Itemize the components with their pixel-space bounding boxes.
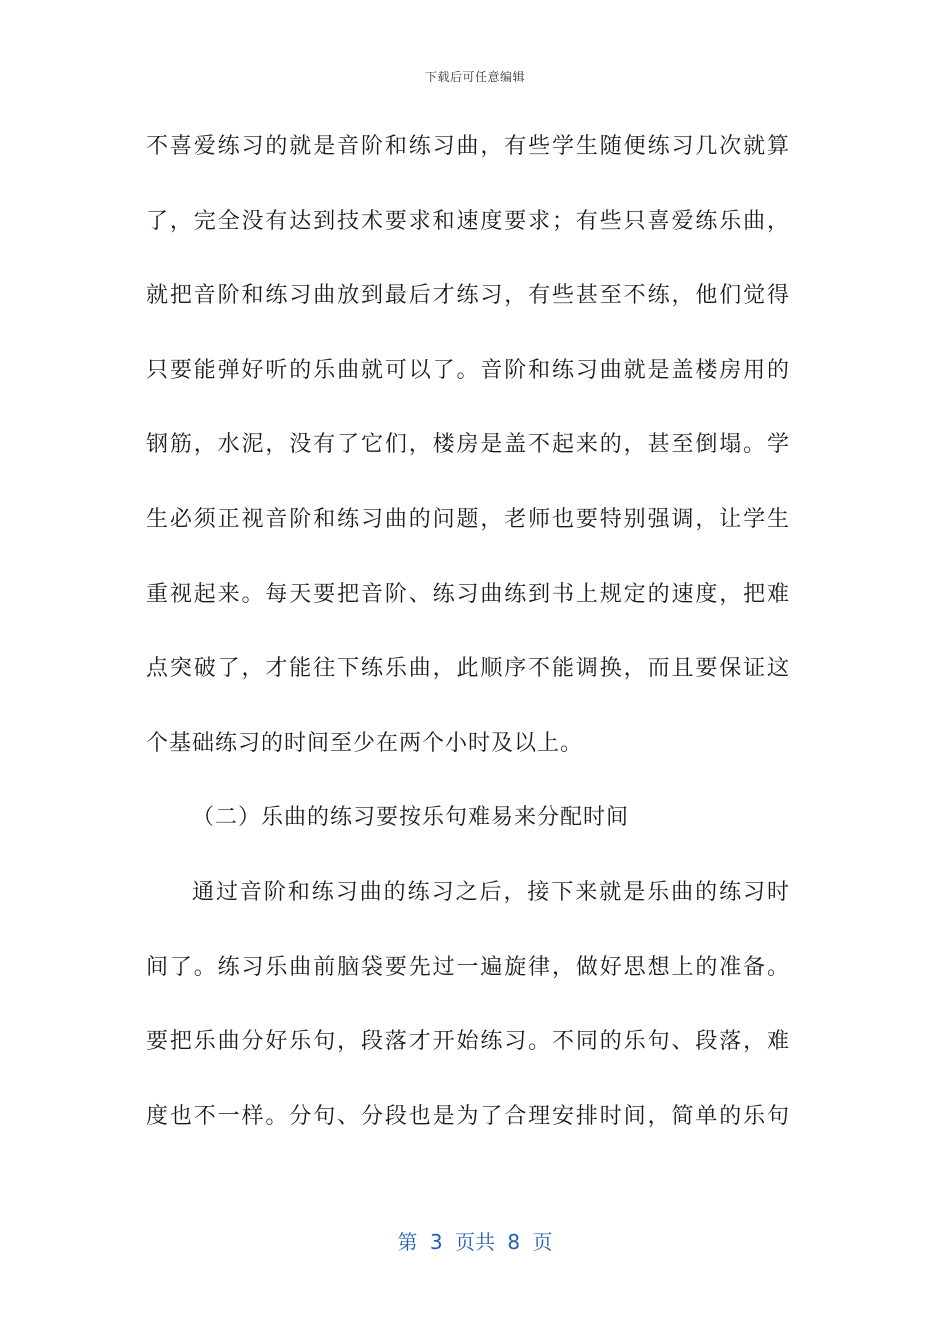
section-heading: （二）乐曲的练习要按乐句难易来分配时间 — [192, 805, 630, 831]
header-note: 下载后可任意编辑 — [424, 70, 525, 84]
body-line: 钢筋，水泥，没有了它们，楼房是盖不起来的，甚至倒塌。学 — [146, 432, 790, 458]
footer-current-page: 3 — [429, 1230, 443, 1254]
page-footer — [0, 1226, 950, 1255]
body-line: 不喜爱练习的就是音阶和练习曲，有些学生随便练习几次就算 — [146, 134, 790, 159]
footer-suffix: 页 — [532, 1230, 553, 1254]
body-line: 生必须正视音阶和练习曲的问题，老师也要特别强调，让学生 — [146, 506, 790, 532]
footer-middle: 页共 — [455, 1230, 495, 1254]
body-line: 只要能弹好听的乐曲就可以了。音阶和练习曲就是盖楼房用的 — [146, 357, 790, 383]
body-line: 间了。练习乐曲前脑袋要先过一遍旋律，做好思想上的准备。 — [146, 954, 790, 980]
footer-prefix: 第 — [397, 1230, 418, 1254]
body-line: 了，完全没有达到技术要求和速度要求；有些只喜爱练乐曲， — [146, 208, 790, 234]
body-line: 要把乐曲分好乐句，段落才开始练习。不同的乐句、段落，难 — [146, 1029, 790, 1055]
body-line: 度也不一样。分句、分段也是为了合理安排时间，简单的乐句 — [146, 1103, 790, 1129]
footer-total-pages: 8 — [507, 1230, 521, 1254]
document-body — [146, 120, 790, 1164]
body-line: 个基础练习的时间至少在两个小时及以上。 — [146, 730, 584, 756]
body-line: 点突破了，才能往下练乐曲，此顺序不能调换，而且要保证这 — [146, 656, 790, 682]
body-line: 就把音阶和练习曲放到最后才练习，有些甚至不练，他们觉得 — [146, 283, 790, 309]
body-line: 重视起来。每天要把音阶、练习曲练到书上规定的速度，把难 — [146, 581, 790, 607]
paragraph-first-line: 通过音阶和练习曲的练习之后，接下来就是乐曲的练习时 — [192, 879, 790, 905]
